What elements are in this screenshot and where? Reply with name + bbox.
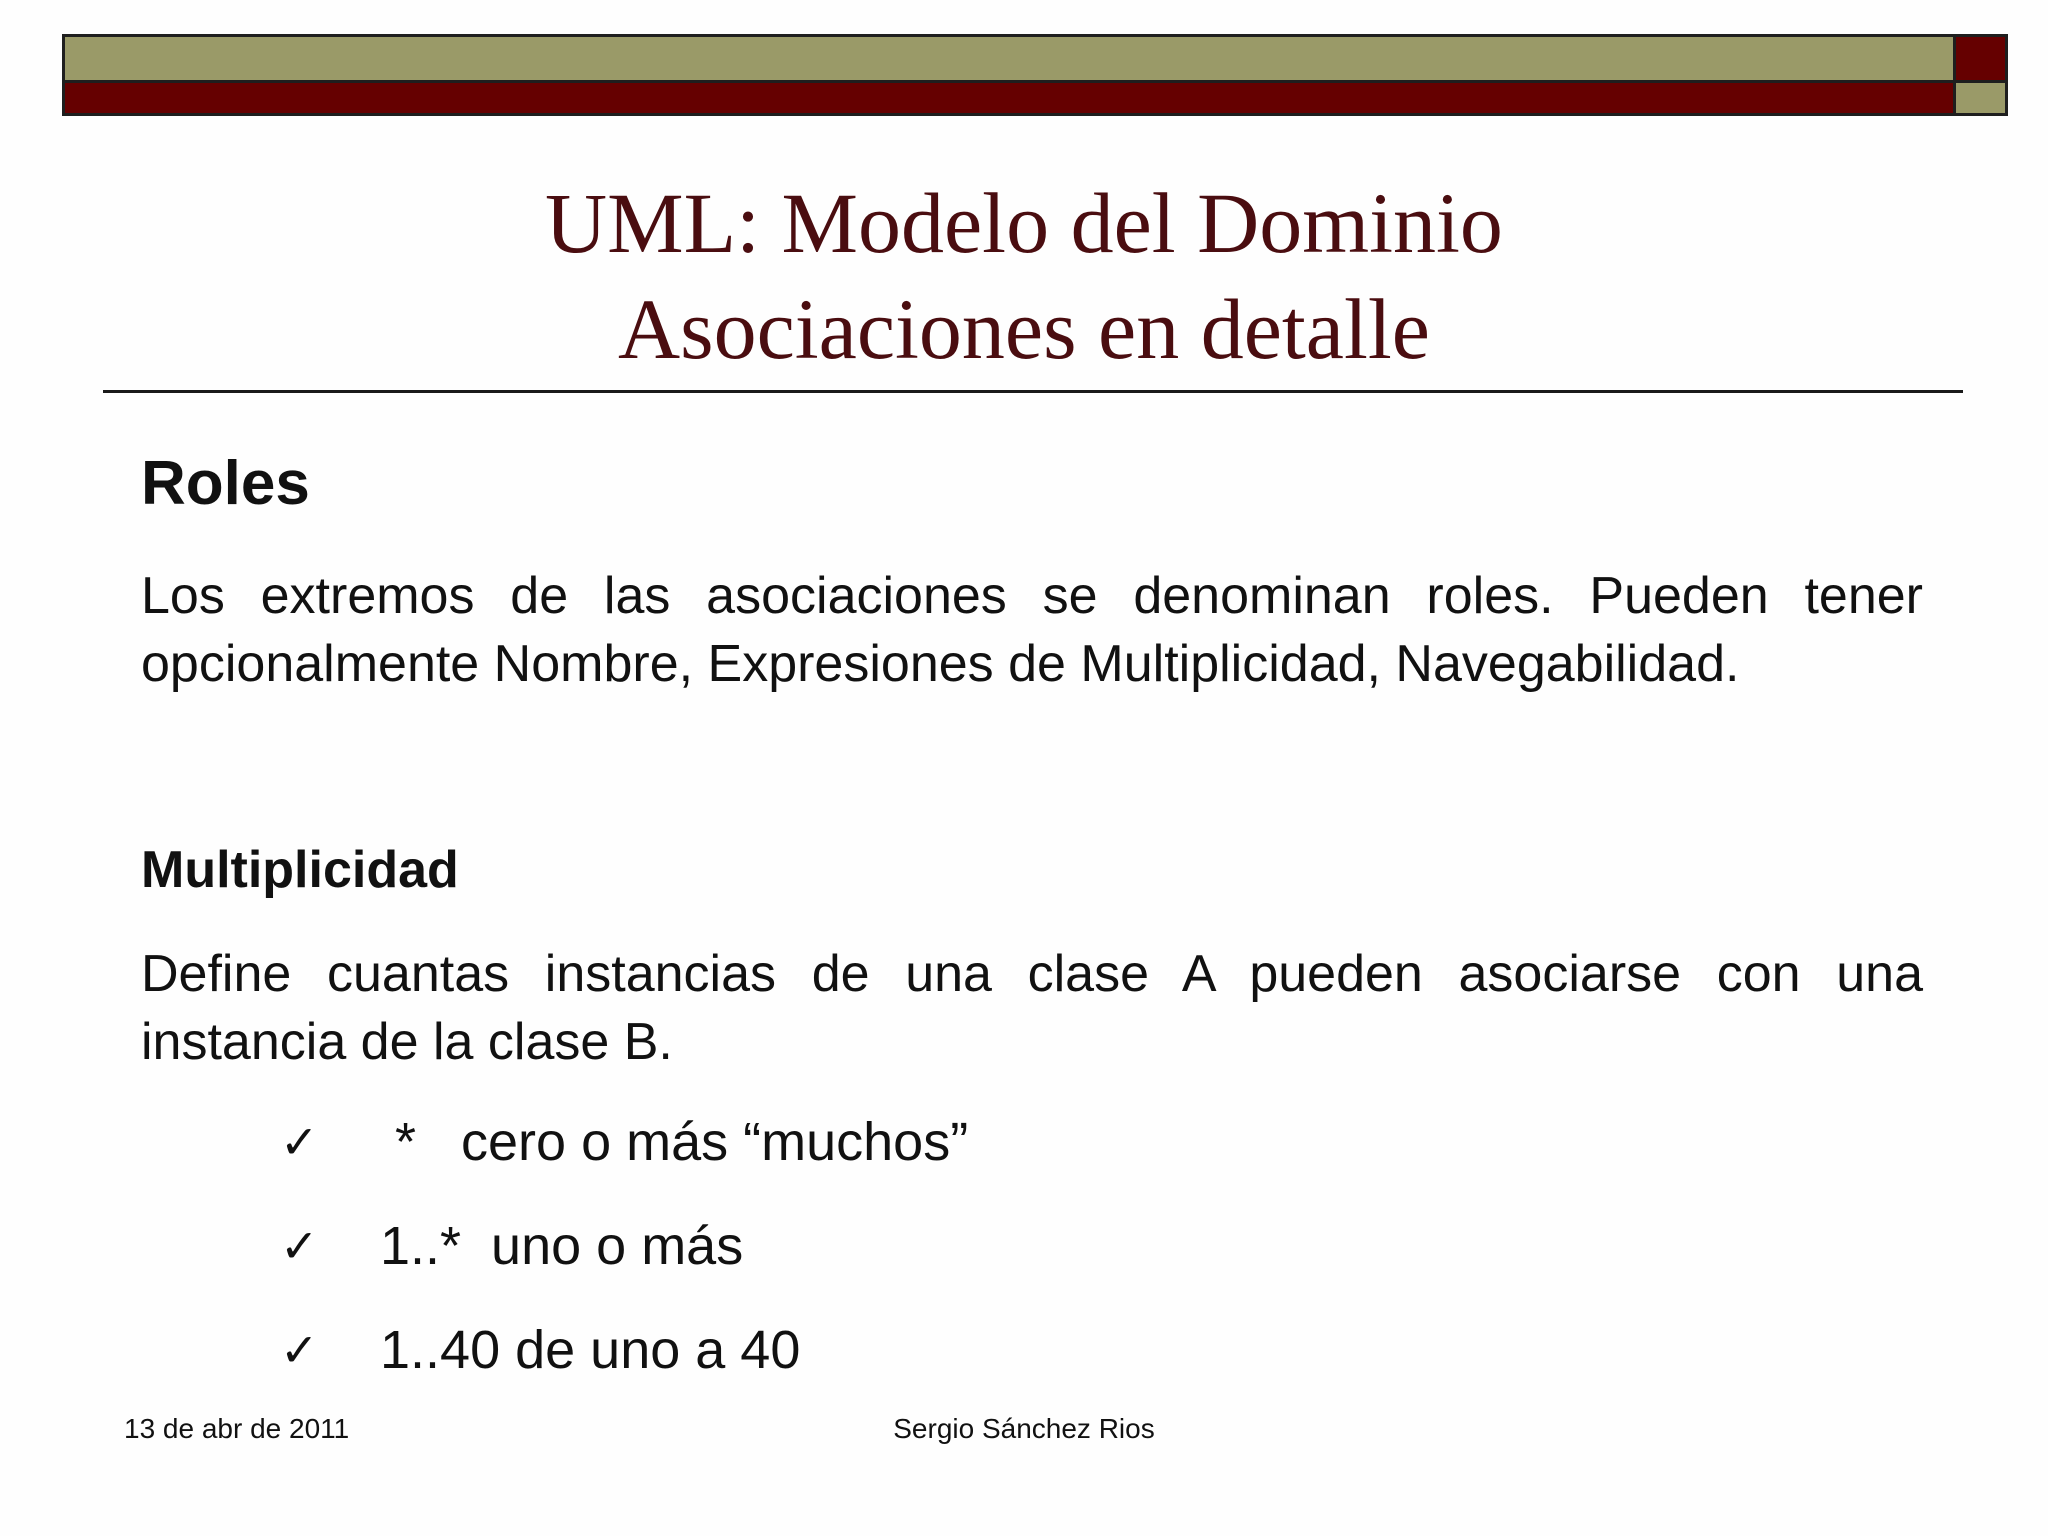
list-item [280, 1214, 968, 1318]
title-divider [103, 390, 1963, 393]
list-item-text: 1..40 de uno a 40 [380, 1320, 801, 1380]
list-item [280, 1318, 968, 1422]
top-bar-corner-maroon-block [1956, 34, 2008, 83]
roles-paragraph: Los extremos de las asociaciones se denominan roles. Pueden tener opcionalmente Nombre, Expresiones de Multiplicidad, Navegabilidad. [141, 567, 1923, 693]
multiplicity-list [280, 1110, 968, 1422]
check-icon: ✓ [280, 1323, 319, 1377]
top-bar-maroon-stripe [62, 83, 1956, 116]
multiplicidad-heading: Multiplicidad [141, 841, 459, 899]
top-decorative-bar [62, 34, 2008, 116]
roles-heading: Roles [141, 449, 310, 518]
top-bar-corner-olive-block [1956, 83, 2008, 116]
list-item-text: * cero o más “muchos” [380, 1112, 969, 1172]
multiplicidad-paragraph: Define cuantas instancias de una clase A pueden asociarse con una instancia de la clase B. [141, 945, 1923, 1071]
slide-title-line-1: UML: Modelo del Dominio [545, 175, 1503, 271]
list-item-text: 1..* uno o más [380, 1216, 744, 1276]
slide-title-line-2: Asociaciones en detalle [618, 281, 1430, 377]
top-bar-olive-stripe [62, 34, 1956, 83]
slide-title [0, 170, 2048, 382]
check-icon: ✓ [280, 1219, 319, 1273]
list-item [280, 1110, 968, 1214]
check-icon: ✓ [280, 1115, 319, 1169]
footer-author: Sergio Sánchez Rios [893, 1413, 1155, 1444]
footer-date: 13 de abr de 2011 [124, 1413, 350, 1444]
